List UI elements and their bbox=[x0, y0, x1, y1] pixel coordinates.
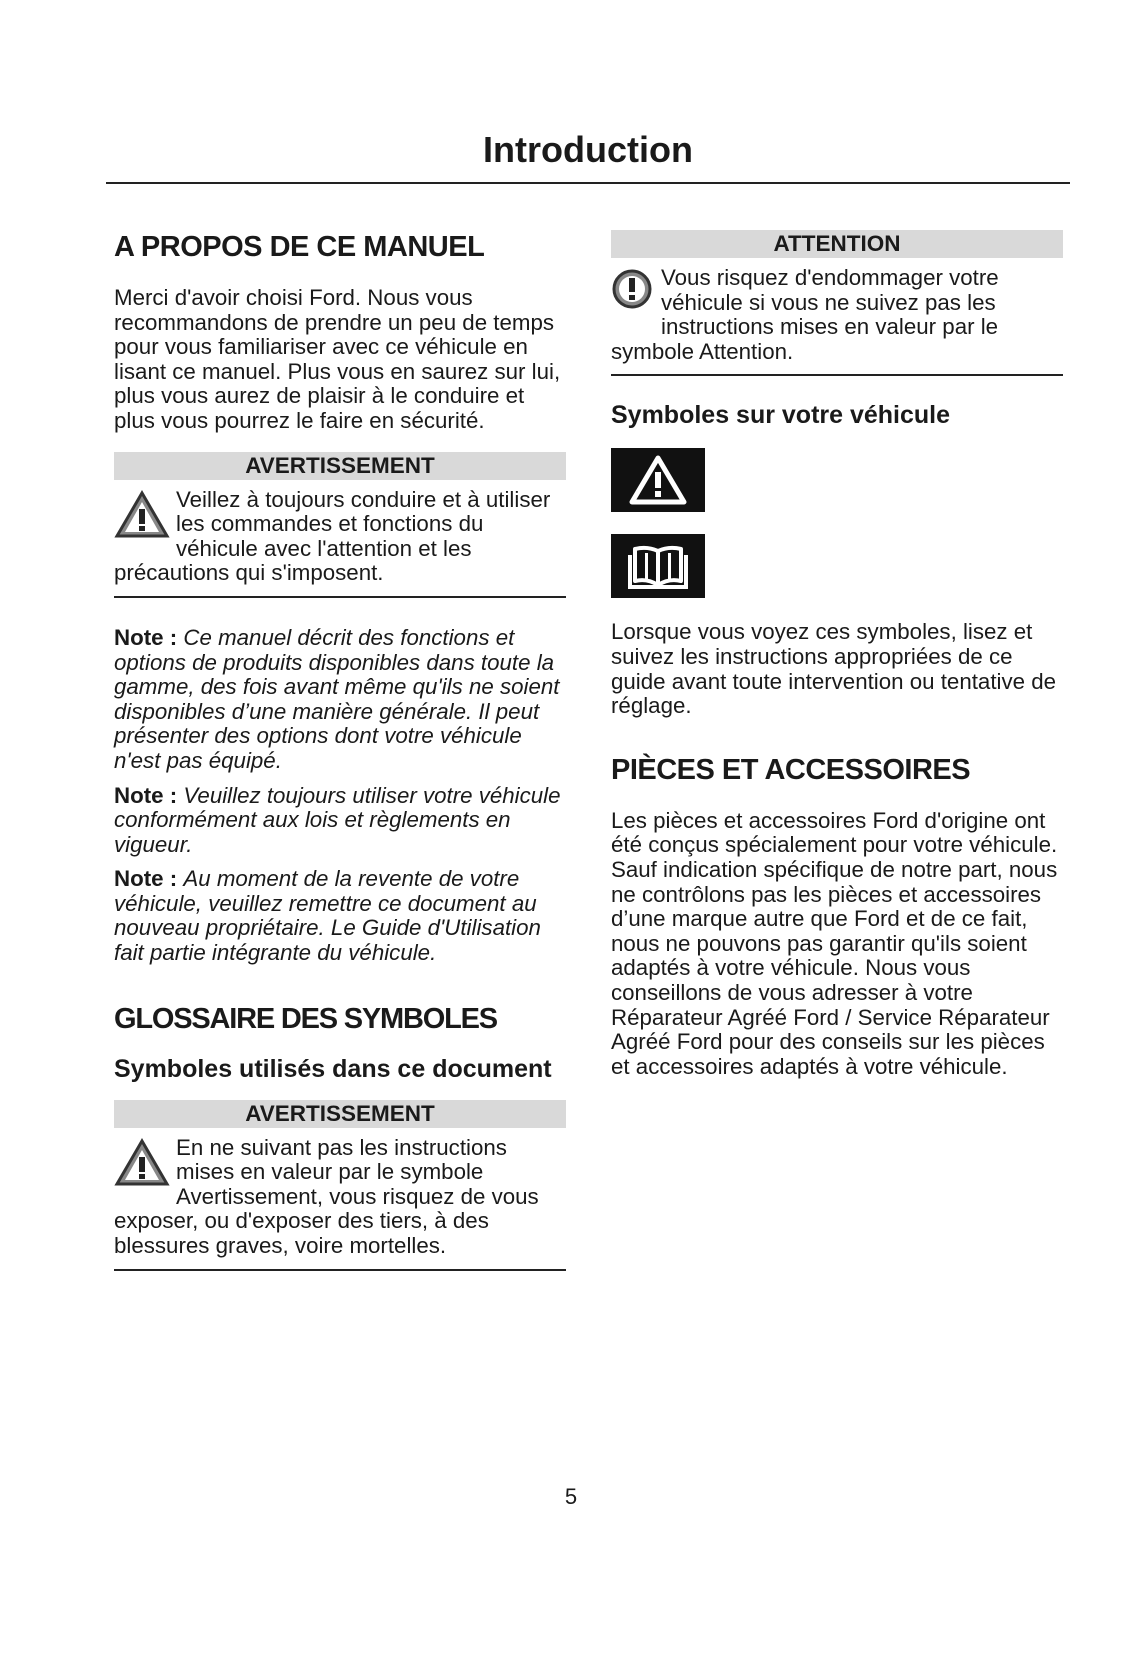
warning-text-driving: Veillez à toujours conduire et à utiliser les commandes et fonctions du véhicule avec l'attention et les précautions qui s'imposent. bbox=[114, 486, 551, 586]
section-title-glossary: GLOSSAIRE DES SYMBOLES bbox=[114, 1002, 497, 1035]
warning-triangle-icon bbox=[628, 454, 688, 506]
subtitle-symbols-in-document: Symboles utilisés dans ce document bbox=[114, 1054, 552, 1083]
warning-text-symbol: En ne suivant pas les instructions mises en valeur par le symbole Avertissement, vous risquez de vous exposer, ou d'exposer des tiers, à des blessures graves, voire mortelles. bbox=[114, 1134, 539, 1259]
subtitle-vehicle-symbols: Symboles sur votre véhicule bbox=[611, 401, 951, 430]
note-text: Ce manuel décrit des fonctions et options de produits disponibles dans toute la gamme, des fois avant même qu'ils ne soient disponibles d’une manière générale. Il peut présenter des options dont votre véhicule n'est pas équipé. bbox=[114, 624, 560, 773]
note-label: Note : bbox=[114, 866, 178, 892]
note-laws bbox=[114, 784, 566, 858]
section-title-parts: PIÈCES ET ACCESSOIRES bbox=[611, 753, 971, 786]
attention-box bbox=[611, 230, 1063, 376]
warning-box-body bbox=[114, 1136, 566, 1269]
attention-text: Vous risquez d'endommager votre véhicule si vous ne suivez pas les instructions mises en valeur par le symbole Attention. bbox=[611, 265, 999, 364]
note-text: Au moment de la revente de votre véhicule, veuillez remettre ce document au nouveau propriétaire. Le Guide d'Utilisation fait partie intégrante du véhicule. bbox=[114, 866, 541, 966]
warning-box-symbol bbox=[114, 1100, 566, 1271]
warning-box-body bbox=[114, 488, 566, 596]
note-label: Note : bbox=[114, 624, 178, 650]
warning-box-driving bbox=[114, 452, 566, 598]
page-number: 5 bbox=[564, 1484, 578, 1509]
warning-triangle-icon bbox=[114, 1138, 170, 1188]
section-title-about-manual: A PROPOS DE CE MANUEL bbox=[114, 231, 485, 263]
attention-box-header: ATTENTION bbox=[611, 230, 1063, 258]
warning-triangle-symbol bbox=[611, 448, 705, 512]
open-book-icon bbox=[627, 541, 689, 591]
parts-text: Les pièces et accessoires Ford d'origine ont été conçus spécialement pour votre véhicule. Sauf indication spécifique de notre part, nous ne contrôlons pas les pièces et accessoires d’une marque autre que Ford et de ce fait, nous ne pouvons pas garantir qu'ils soient adaptés à votre véhicule. Nous vous conseillons de vous adresser à votre Réparateur Agréé Ford / Service Réparateur Agréé Ford pour des conseils sur les pièces et accessoires adaptés à votre véhicule. bbox=[611, 807, 1058, 1079]
page-header bbox=[106, 128, 1070, 184]
warning-triangle-icon bbox=[114, 490, 170, 540]
note-label: Note : bbox=[114, 782, 178, 808]
about-manual-intro: Merci d'avoir choisi Ford. Nous vous recommandons de prendre un peu de temps pour vous familiariser avec ce véhicule en lisant ce manuel. Plus vous en saurez sur lui, plus vous aurez de plaisir à le conduire et plus vous pourrez le faire en sécurité. bbox=[114, 285, 561, 433]
left-column bbox=[114, 230, 566, 1295]
note-resale bbox=[114, 867, 566, 965]
page-title: Introduction bbox=[483, 129, 693, 170]
attention-box-body bbox=[611, 266, 1063, 374]
right-column bbox=[611, 230, 1063, 1093]
vehicle-symbols-text: Lorsque vous voyez ces symboles, lisez et suivez les instructions appropriées de ce guide avant toute intervention ou tentative de réglage. bbox=[611, 619, 1057, 719]
warning-box-header: AVERTISSEMENT bbox=[114, 1100, 566, 1128]
warning-box-header: AVERTISSEMENT bbox=[114, 452, 566, 480]
note-product-features bbox=[114, 626, 566, 774]
open-book-symbol bbox=[611, 534, 705, 598]
note-text: Veuillez toujours utiliser votre véhicule conformément aux lois et règlements en vigueur. bbox=[114, 782, 561, 857]
attention-circle-icon bbox=[611, 268, 657, 318]
